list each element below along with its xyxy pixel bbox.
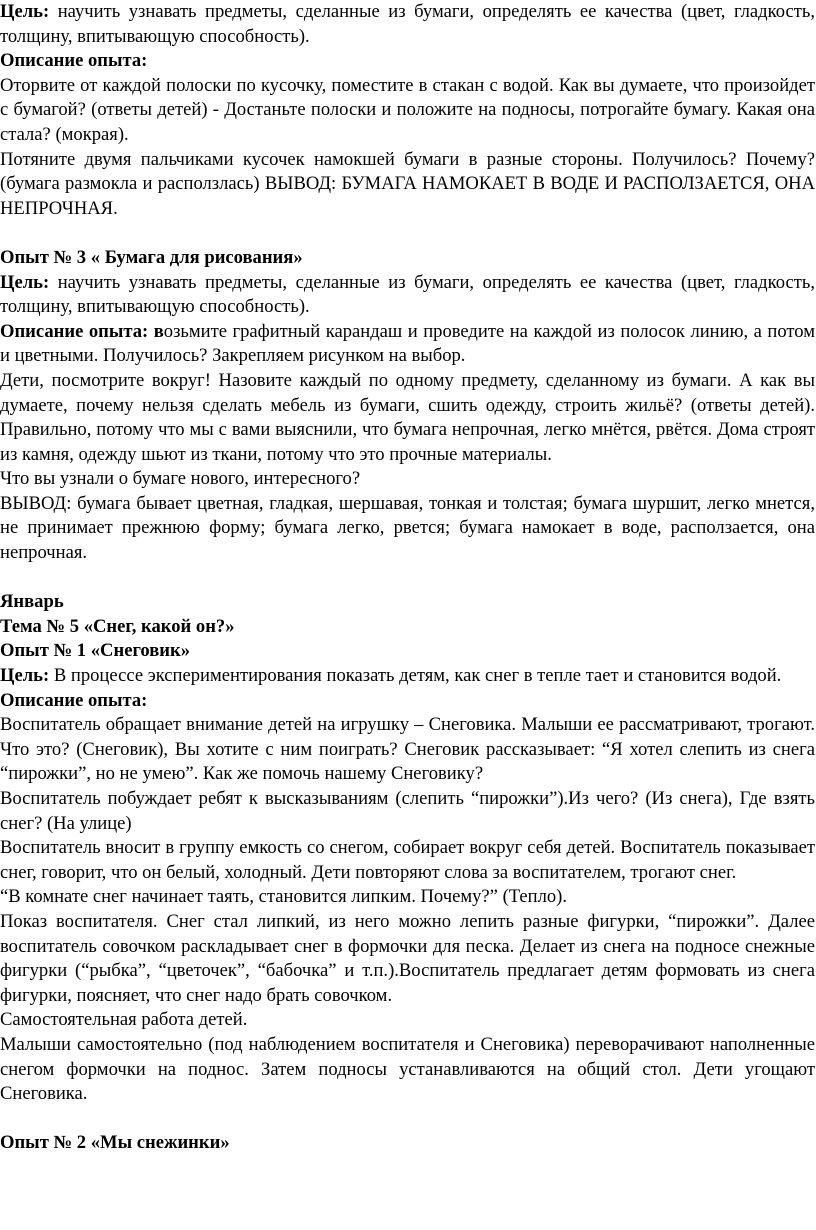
paragraph: Самостоятельная работа детей. bbox=[0, 1009, 248, 1031]
goal-text: научить узнавать предметы, сделанные из бумаги, определять ее качества (цвет, гладкость, толщину, впитывающую способность). bbox=[0, 271, 815, 318]
goal-label: Цель: bbox=[0, 1, 50, 22]
exp2-desc-p1: Оторвите от каждой полоски по кусочку, поместите в стакан с водой. Как вы думаете, что произойдет с бумагой? (ответы детей) - Достаньте полоски и положите на подносы, потрогайте бумагу. Какая она стала? (мокрая). bbox=[0, 74, 815, 145]
spacer bbox=[0, 221, 815, 246]
exp3-paragraph-1: Дети, посмотрите вокруг! Назовите каждый по одному предмету, сделанному из бумаги. А как вы думаете, почему нельзя сделать мебель из бумаги, сшить одежду, строить жильё? (ответы детей). Правильно, потому что мы с вами выяснили, что бумага непрочная, легко мнётся, рвётся. Дома строят из камня, одежду шьют из ткани, потому что это прочные материалы. bbox=[0, 369, 815, 465]
goal-text: научить узнавать предметы, сделанные из бумаги, определять ее качества (цвет, гладкость, толщину, впитывающую способность). bbox=[0, 1, 815, 47]
paragraph: Воспитатель обращает внимание детей на игрушку – Снеговика. Малыши ее рассматривают, трогают. Что это? (Снеговик), Вы хотите с ним поиграть? Снеговик рассказывает: “Я хотел слепить из снега “пирожки”, но не умею”. Как же помочь нашему Снеговику? bbox=[0, 714, 815, 785]
paragraph: Воспитатель вносит в группу емкость со снегом, собирает вокруг себя детей. Воспитатель показывает снег, говорит, что он белый, холодный. Дети повторяют слова за воспитателем, трогают снег. bbox=[0, 837, 815, 883]
exp3-desc bbox=[0, 320, 815, 369]
exp2-desc-label: Описание опыта: bbox=[0, 50, 148, 72]
desc-label: Описание опыта: в bbox=[0, 320, 164, 342]
paragraph: Малыши самостоятельно (под наблюдением воспитателя и Снеговика) переворачивают наполненные снегом формочки на поднос. Затем подносы устанавливаются на общий стол. Дети угощают Снеговика. bbox=[0, 1033, 815, 1105]
experiment-1-title: Опыт № 1 «Снеговик» bbox=[0, 640, 191, 662]
desc-text: озьмите графитный карандаш и проведите на каждой из полосок линию, а потом и цветными. Получилось? Закрепляем рисунком на выбор. bbox=[0, 320, 815, 367]
january-desc-label: Описание опыта: bbox=[0, 689, 148, 711]
exp3-goal bbox=[0, 271, 815, 320]
paragraph: “В комнате снег начинает таять, становится липким. Почему?” (Тепло). bbox=[0, 886, 568, 908]
exp3-conclusion: ВЫВОД: бумага бывает цветная, гладкая, шершавая, тонкая и толстая; бумага шуршит, легко мнется, не принимает прежнюю форму; бумага легко, рвется; бумага намокает в воде, расползается, она непрочная. bbox=[0, 492, 815, 564]
exp3-title: Опыт № 3 « Бумага для рисования» bbox=[0, 246, 303, 268]
exp3-paragraph-2: Что вы узнали о бумаге нового, интересного? bbox=[0, 468, 361, 490]
exp2-goal bbox=[0, 0, 815, 49]
paragraph: Воспитатель побуждает ребят к высказываниям (слепить “пирожки”).Из чего? (Из снега), Где взять снег? (На улице) bbox=[0, 788, 815, 834]
experiment-2-title: Опыт № 2 «Мы снежинки» bbox=[0, 1132, 230, 1154]
spacer bbox=[0, 1107, 815, 1132]
goal-label: Цель: bbox=[0, 665, 50, 687]
paragraph: Показ воспитателя. Снег стал липкий, из него можно лепить разные фигурки, “пирожки”. Далее воспитатель совочком раскладывает снег в формочки для песка. Делает из снега на подносе снежные фигурки (“рыбка”, “цветочек”, “бабочка” и т.п.).Воспитатель предлагает детям формовать из снега фигурки, поясняет, что снег надо брать совочком. bbox=[0, 910, 815, 1006]
month-heading: Январь bbox=[0, 591, 64, 613]
goal-text: В процессе экспериментирования показать детям, как снег в тепле тает и становится водой. bbox=[49, 665, 782, 687]
spacer bbox=[0, 566, 815, 591]
january-goal bbox=[0, 664, 815, 689]
topic-heading: Тема № 5 «Снег, какой он?» bbox=[0, 615, 235, 637]
exp2-desc-p2: Потяните двумя пальчиками кусочек намокшей бумаги в разные стороны. Получилось? Почему? (бумага размокла и расползлась) ВЫВОД: БУМАГА НАМОКАЕТ В ВОДЕ И РАСПОЛЗАЕТСЯ, ОНА НЕПРОЧНАЯ. bbox=[0, 148, 815, 219]
goal-label: Цель: bbox=[0, 271, 50, 293]
